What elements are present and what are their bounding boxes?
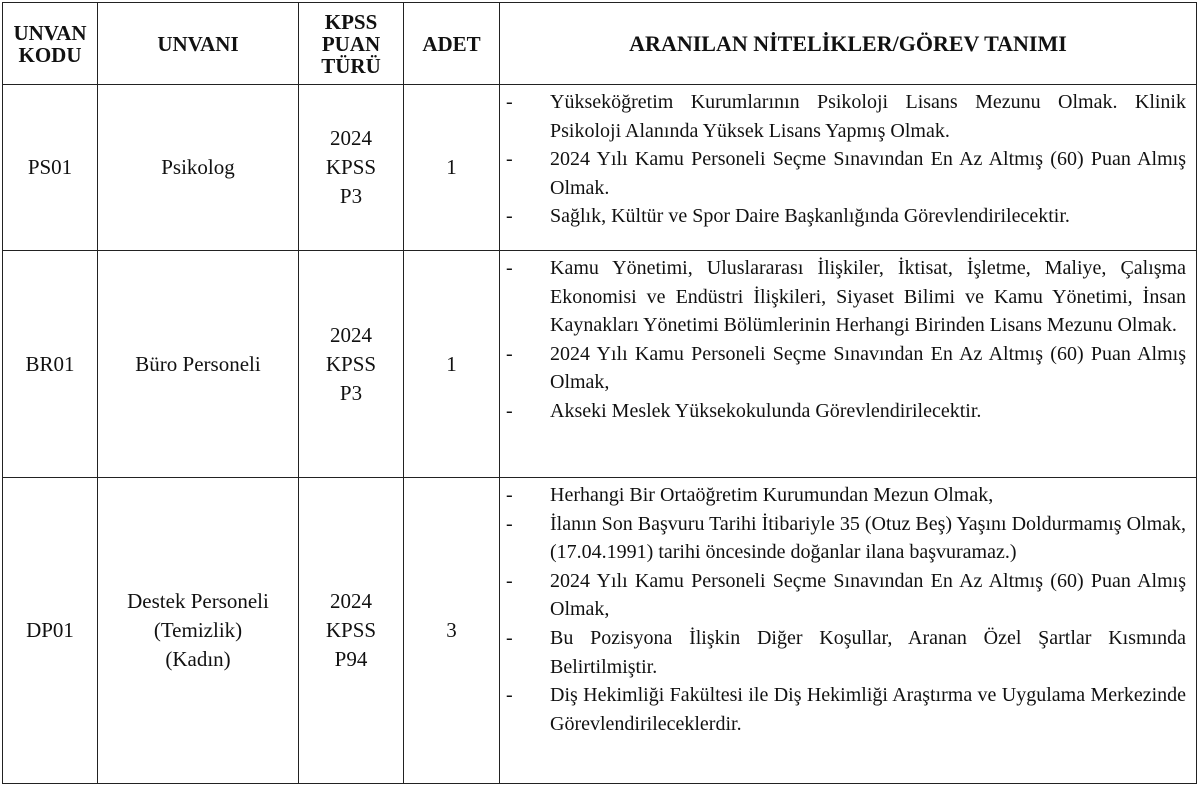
table-row [3,85,1197,251]
bullet-dash: - [506,205,513,228]
header-kpss-line: PUAN [321,31,381,56]
requirement-text: Herhangi Bir Ortaöğretim Kurumundan Mezun Olmak, [550,484,994,506]
row-kpss [299,478,404,784]
row-title [98,478,299,784]
header-code [3,3,98,85]
row-kpss-line: P94 [334,647,368,671]
bullet-dash: - [506,569,513,592]
requirement-text: Bu Pozisyona İlişkin Diğer Koşullar, Aranan Özel Şartlar Kısmında Belirtilmiştir. [550,626,1186,678]
bullet-dash: - [506,342,513,365]
row-kpss-line: 2024 [330,589,372,613]
requirement-text: 2024 Yılı Kamu Personeli Seçme Sınavından En Az Altmış (60) Puan Almış Olmak, [550,342,1186,394]
row-kpss [299,85,404,251]
row-title-line: Destek Personeli [127,589,269,613]
row-requirements [500,251,1197,478]
requirement-item [506,202,1186,231]
row-title [98,85,299,251]
bullet-dash: - [506,399,513,422]
requirement-text: Kamu Yönetimi, Uluslararası İlişkiler, İktisat, İşletme, Maliye, Çalışma Ekonomisi ve Endüstri İlişkileri, Siyaset Bilimi ve Kamu Yönetimi, İnsan Kaynakları Yönetimi Bölümlerinin Herhangi Birinden Lisans Mezunu Olmak. [550,257,1186,337]
header-row [3,3,1197,85]
row-title-line: Büro Personeli [135,351,261,376]
bullet-dash: - [506,91,513,113]
bullet-dash: - [506,148,513,171]
header-count: ADET [404,3,500,85]
row-title-line: (Temizlik) [153,618,243,642]
row-kpss-line: 2024 [330,126,372,150]
row-title [98,251,299,478]
requirement-item [506,510,1186,567]
requirement-text: Sağlık, Kültür ve Spor Daire Başkanlığında Görevlendirilecektir. [550,205,1070,228]
requirement-text: Yükseköğretim Kurumlarının Psikoloji Lisans Mezunu Olmak. Klinik Psikoloji Alanında Yüksek Lisans Yapmış Olmak. [550,91,1186,142]
requirement-text: 2024 Yılı Kamu Personeli Seçme Sınavından En Az Altmış (60) Puan Almış Olmak, [550,569,1186,621]
bullet-dash: - [506,257,513,279]
requirement-item [506,567,1186,624]
row-code: DP01 [3,478,98,784]
requirement-item [506,397,1186,426]
row-title-line: (Kadın) [165,647,231,671]
header-title: UNVANI [98,3,299,85]
row-kpss-line: P3 [339,380,363,405]
row-requirements [500,478,1197,784]
header-requirements: ARANILAN NİTELİKLER/GÖREV TANIMI [500,3,1197,85]
row-kpss-line: 2024 [330,322,372,347]
row-kpss-line: KPSS [325,155,377,179]
requirement-text: Akseki Meslek Yüksekokulunda Görevlendirilecektir. [550,399,982,422]
header-kpss-line: TÜRÜ [321,53,381,78]
positions-table [2,2,1197,784]
row-count: 1 [404,251,500,478]
requirement-item [506,254,1186,340]
requirement-item [506,681,1186,738]
row-kpss-line: P3 [339,184,363,208]
table-row [3,251,1197,478]
table-row [3,478,1197,784]
row-requirements [500,85,1197,251]
row-kpss-line: KPSS [325,618,377,642]
row-kpss [299,251,404,478]
requirement-text: İlanın Son Başvuru Tarihi İtibariyle 35 (Otuz Beş) Yaşını Doldurmamış Olmak, (17.04.1991) tarihi öncesinde doğanlar ilana başvuramaz.) [550,512,1186,564]
header-kpss-line: KPSS [324,9,378,34]
requirement-text: 2024 Yılı Kamu Personeli Seçme Sınavından En Az Altmış (60) Puan Almış Olmak. [550,148,1186,199]
header-code-line: KODU [18,42,82,67]
bullet-dash: - [506,684,513,707]
row-count: 1 [404,85,500,251]
requirement-item [506,145,1186,202]
row-count: 3 [404,478,500,784]
requirement-item [506,624,1186,681]
header-kpss [299,3,404,85]
requirement-item [506,340,1186,397]
header-code-line: UNVAN [13,20,87,45]
row-title-line: Psikolog [161,155,235,179]
requirement-item [506,88,1186,145]
requirement-item [506,481,1186,510]
bullet-dash: - [506,484,513,506]
row-code: PS01 [3,85,98,251]
row-code: BR01 [3,251,98,478]
bullet-dash: - [506,626,513,649]
row-kpss-line: KPSS [325,351,377,376]
bullet-dash: - [506,512,513,535]
requirement-text: Diş Hekimliği Fakültesi ile Diş Hekimliği Araştırma ve Uygulama Merkezinde Görevlendirileceklerdir. [550,684,1186,735]
